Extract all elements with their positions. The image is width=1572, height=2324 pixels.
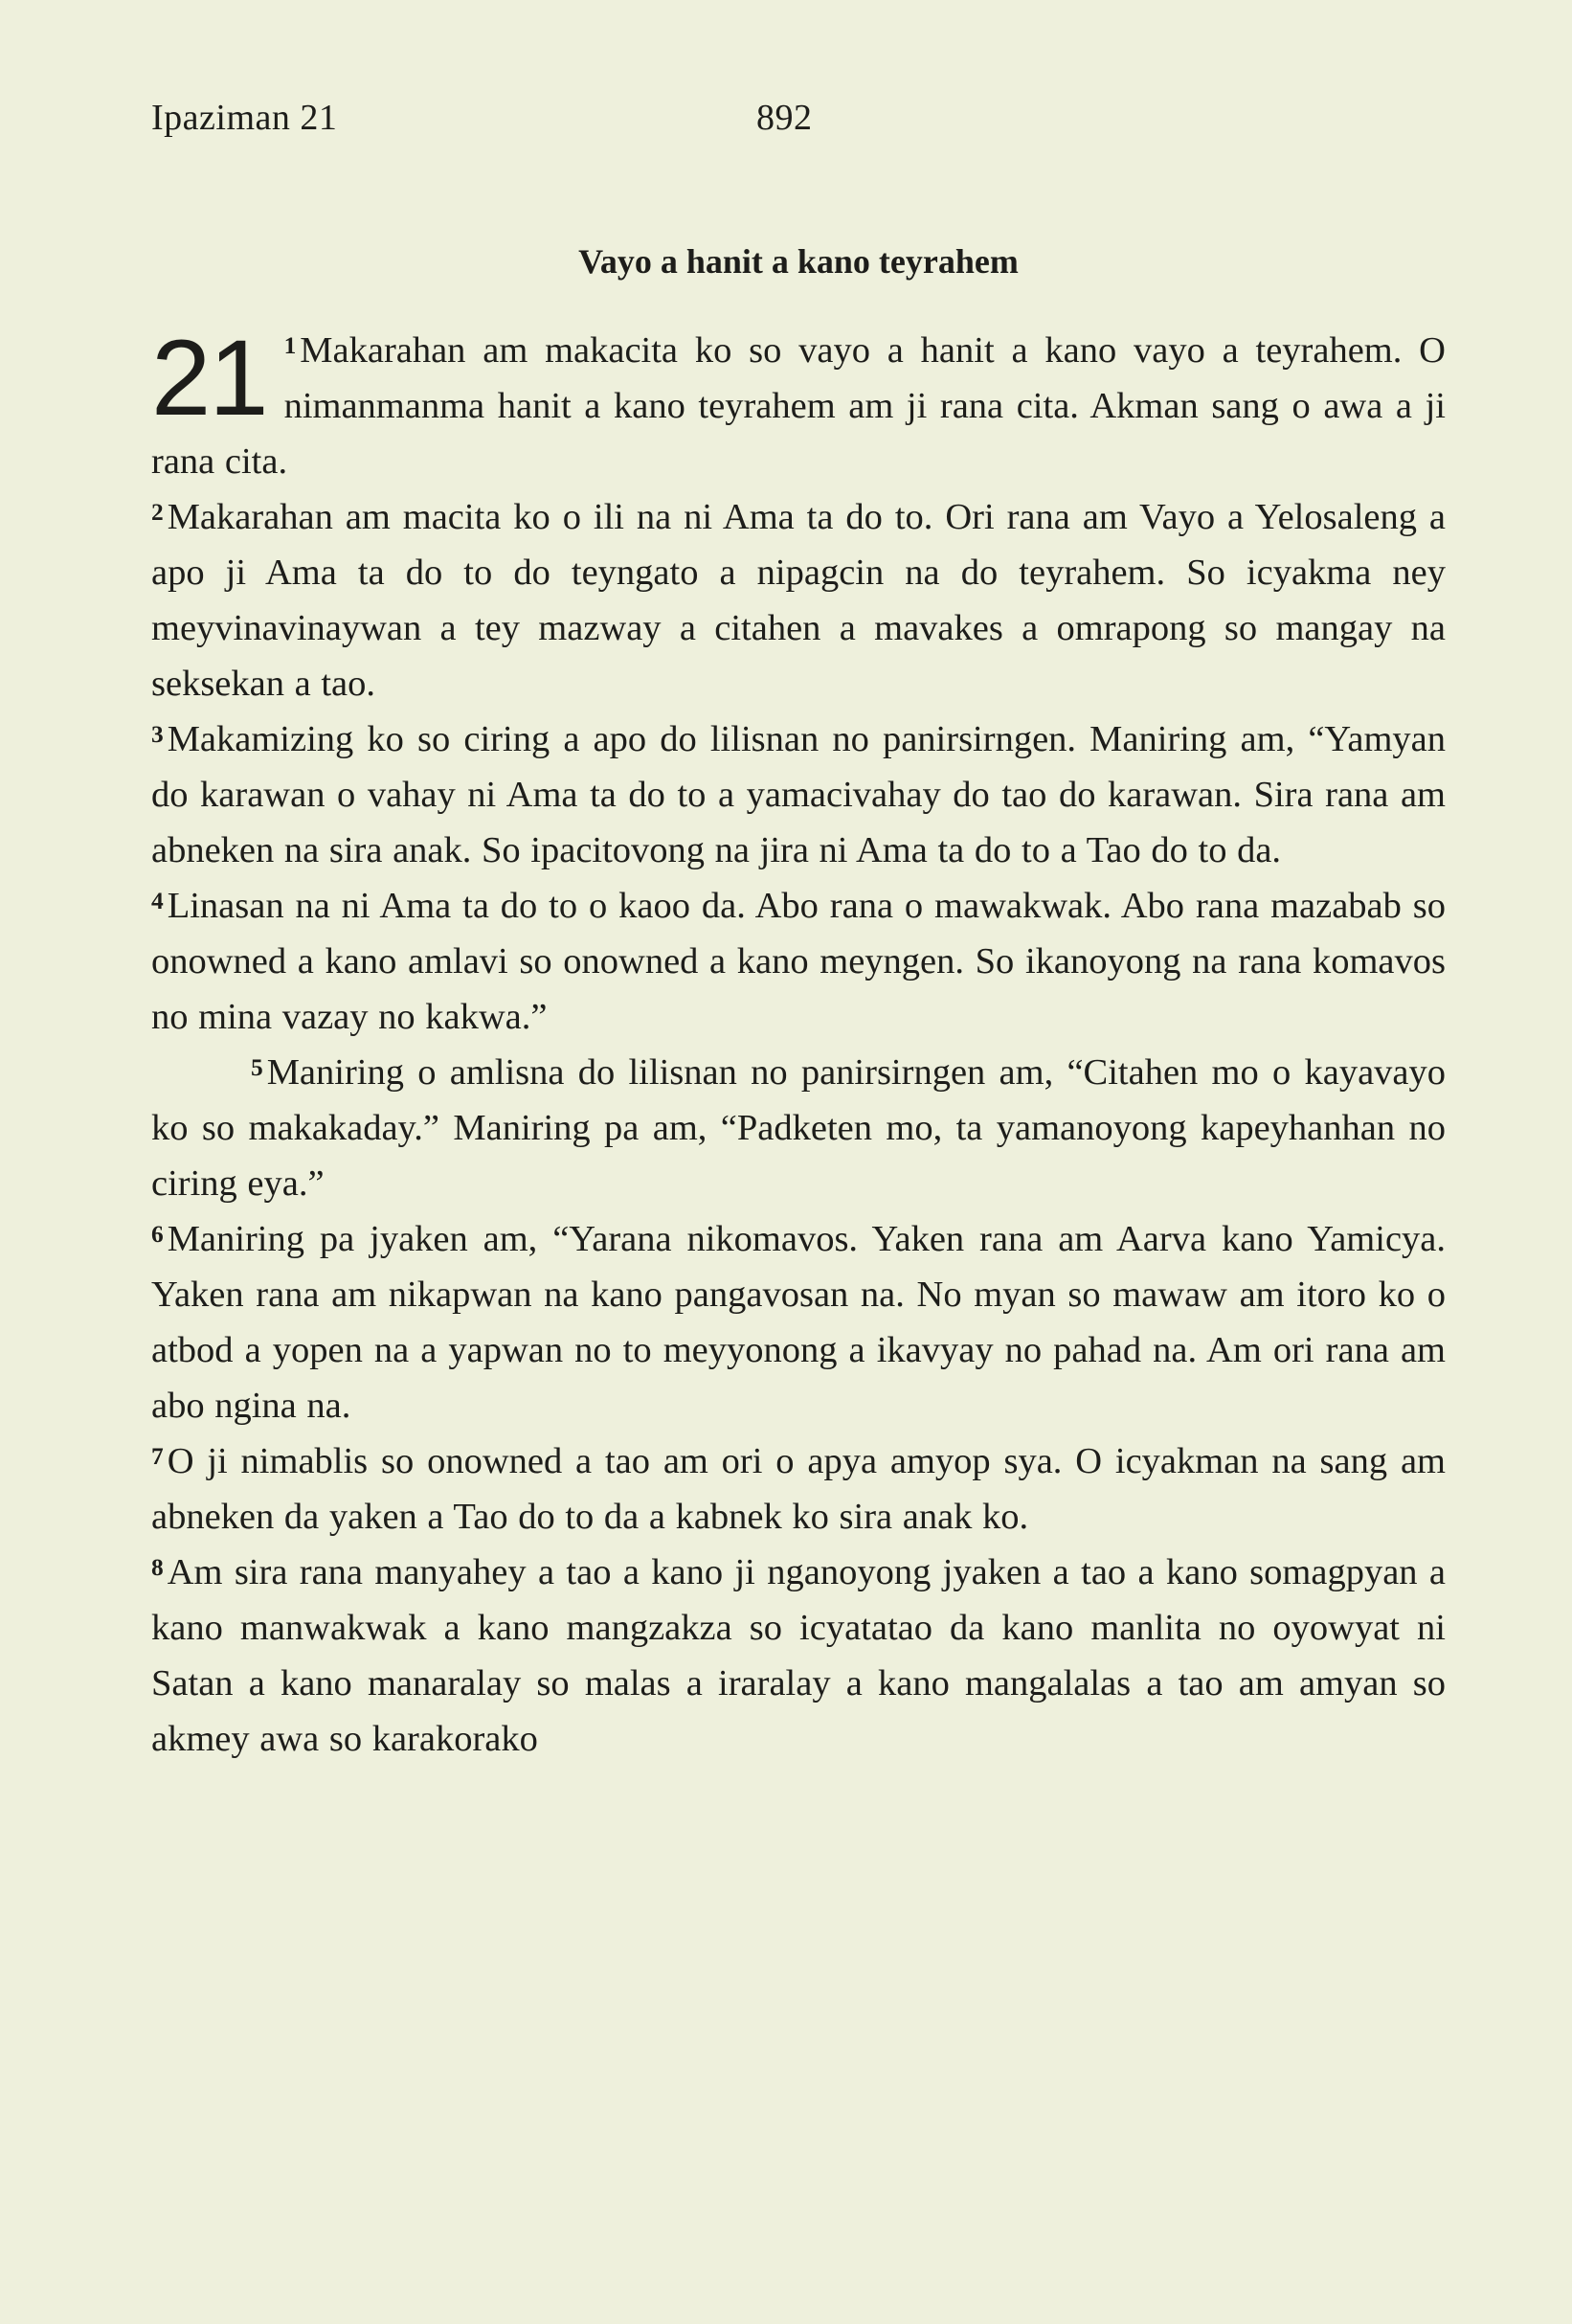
verse bbox=[151, 878, 1446, 1045]
book-reference: Ipaziman 21 bbox=[151, 98, 338, 138]
verse-number: 5 bbox=[251, 1054, 263, 1082]
verse-number: 1 bbox=[283, 332, 297, 360]
section-heading: Vayo a hanit a kano teyrahem bbox=[578, 242, 1019, 281]
verse bbox=[151, 318, 1446, 489]
verse-text: Makarahan am makacita ko so vayo a hanit a kano vayo a teyrahem. O nimanmanma hanit a kano teyrahem am ji rana cita. Akman sang o awa a ji rana cita. bbox=[151, 330, 1446, 482]
verse-number: 2 bbox=[151, 499, 164, 527]
chapter-text bbox=[151, 318, 1446, 1767]
verse bbox=[151, 1433, 1446, 1545]
verse-number: 7 bbox=[151, 1443, 164, 1471]
running-header bbox=[151, 94, 1446, 142]
verse-number: 3 bbox=[151, 721, 164, 749]
verse bbox=[151, 1211, 1446, 1433]
verse bbox=[151, 711, 1446, 878]
verse-text: Maniring o amlisna do lilisnan no panirsirngen am, “Citahen mo o kayavayo ko so makakaday.” Maniring pa am, “Padketen mo, ta yamanoyong kapeyhanhan no ciring eya.” bbox=[151, 1052, 1446, 1204]
verse-text: Linasan na ni Ama ta do to o kaoo da. Abo rana o mawakwak. Abo rana mazabab so onowned a kano amlavi so onowned a kano meyngen. So ikanoyong na rana komavos no mina vazay no kakwa.” bbox=[151, 886, 1446, 1037]
verse-text: Makarahan am macita ko o ili na ni Ama ta do to. Ori rana am Vayo a Yelosaleng a apo ji Ama ta do to do teyngato a nipagcin na do teyrahem. So icyakma ney meyvinavinaywan a tey mazway a citahen a mavakes a omrapong so mangay na seksekan a tao. bbox=[151, 497, 1446, 704]
verse-number: 6 bbox=[151, 1221, 164, 1249]
chapter-number: 21 bbox=[151, 318, 267, 438]
verse bbox=[151, 1045, 1446, 1211]
page-number: 892 bbox=[756, 98, 813, 138]
verse-text: Makamizing ko so ciring a apo do lilisnan no panirsirngen. Maniring am, “Yamyan do karawan o vahay ni Ama ta do to a yamacivahay do tao do karawan. Sira rana am abneken na sira anak. So ipacitovong na jira ni Ama ta do to a Tao do to da. bbox=[151, 719, 1446, 870]
verse-text: O ji nimablis so onowned a tao am ori o apya amyop sya. O icyakman na sang am abneken da yaken a Tao do to da a kabnek ko sira anak ko. bbox=[151, 1441, 1446, 1537]
verse-number: 4 bbox=[151, 888, 164, 915]
verse-text: Am sira rana manyahey a tao a kano ji nganoyong jyaken a tao a kano somagpyan a kano manwakwak a kano mangzakza so icyatatao da kano manlita no oyowyat ni Satan a kano manaralay so malas a iraralay a kano mangalalas a tao am amyan so akmey awa so karakorako bbox=[151, 1552, 1446, 1759]
verse-number: 8 bbox=[151, 1554, 164, 1582]
verse bbox=[151, 489, 1446, 711]
verse bbox=[151, 1545, 1446, 1767]
verse-text: Maniring pa jyaken am, “Yarana nikomavos. Yaken rana am Aarva kano Yamicya. Yaken rana am nikapwan na kano pangavosan na. No myan so mawaw am itoro ko o atbod a yopen na a yapwan no to meyyonong a ikavyay no pahad na. Am ori rana am abo ngina na. bbox=[151, 1219, 1446, 1426]
